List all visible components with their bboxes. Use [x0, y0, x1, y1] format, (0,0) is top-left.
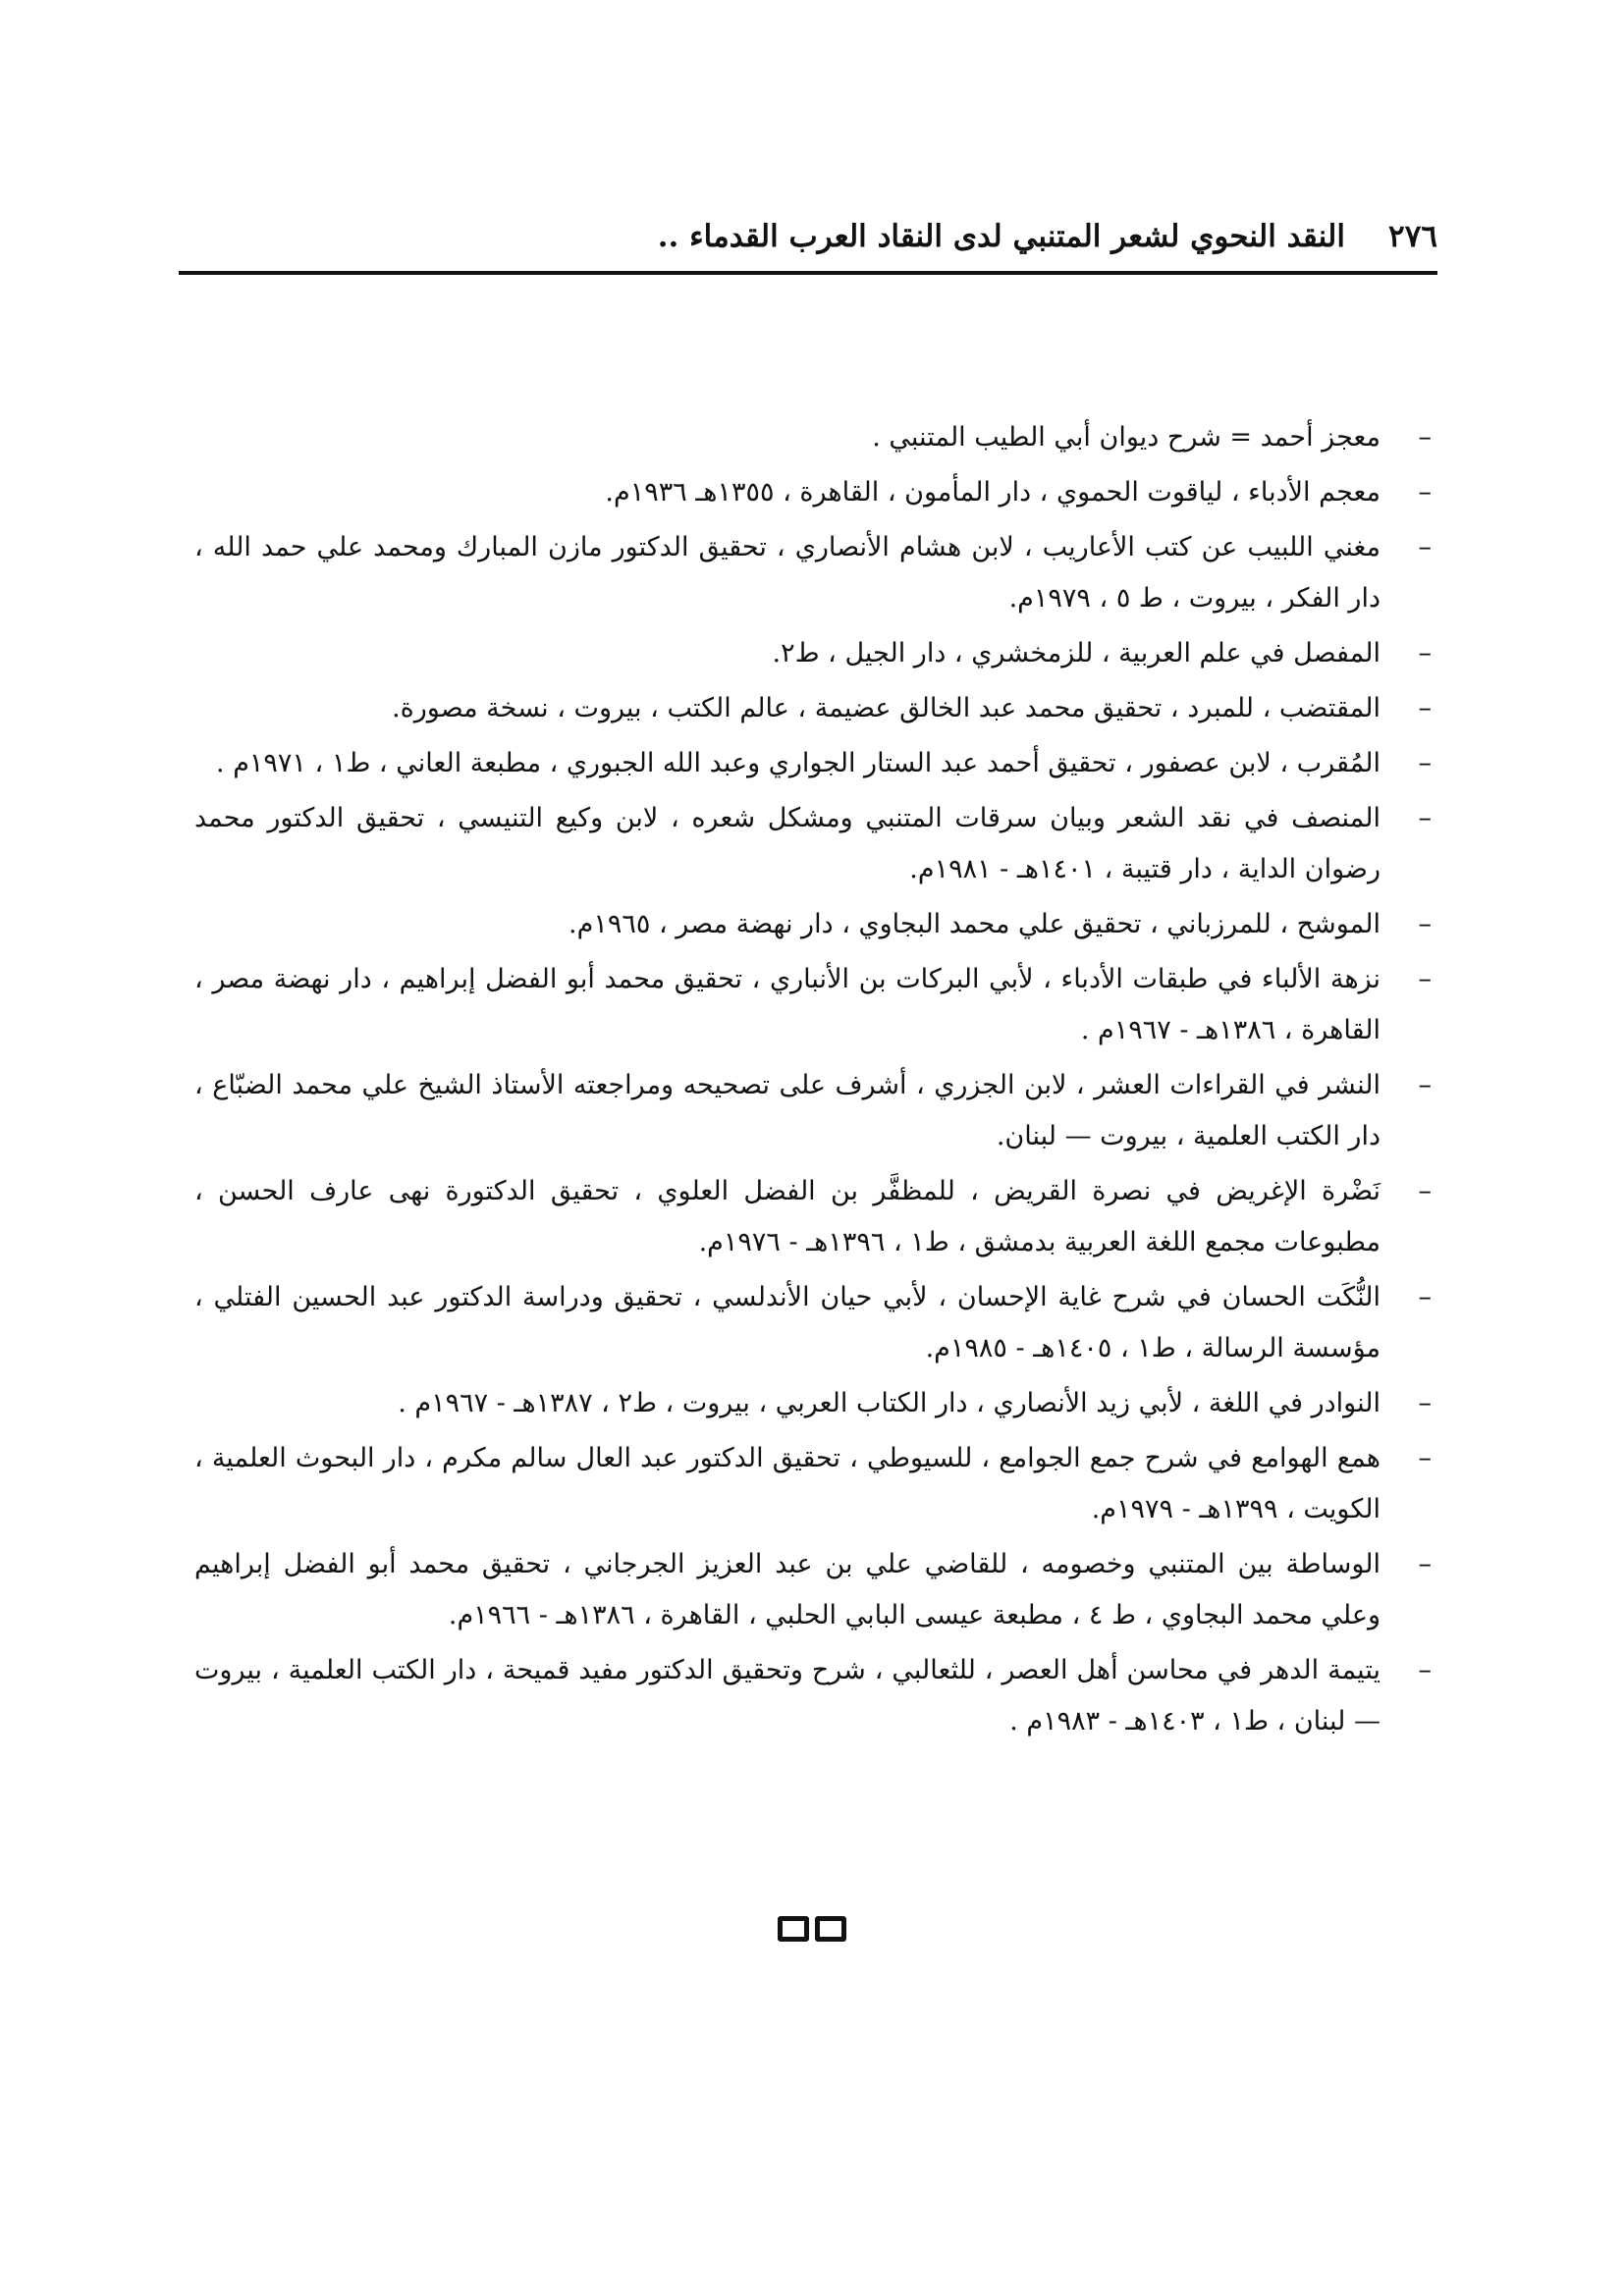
header-rule [179, 271, 1437, 275]
bibliography-entry: – مغني اللبيب عن كتب الأعاريب ، لابن هشام الأنصاري ، تحقيق الدكتور مازن المبارك ومحمد علي حمد الله ، دار الفكر ، بيروت ، ط ٥ ، ١٩٧٩م. [194, 522, 1439, 624]
bibliography-entry: – الوساطة بين المتنبي وخصومه ، للقاضي علي بن عبد العزيز الجرجاني ، تحقيق محمد أبو الفضل إبراهيم وعلي محمد البجاوي ، ط ٤ ، مطبعة عيسى البابي الحلبي ، القاهرة ، ١٣٨٦هـ - ١٩٦٦م. [194, 1539, 1439, 1641]
bibliography-entry: – همع الهوامع في شرح جمع الجوامع ، للسيوطي ، تحقيق الدكتور عبد العال سالم مكرم ، دار البحوث العلمية ، الكويت ، ١٣٩٩هـ - ١٩٧٩م. [194, 1433, 1439, 1535]
bibliography-entry: – معجم الأدباء ، لياقوت الحموي ، دار المأمون ، القاهرة ، ١٣٥٥هـ ١٩٣٦م. [194, 467, 1439, 518]
bibliography-entry: – نَضْرة الإغريض في نصرة القريض ، للمظفَّر بن الفضل العلوي ، تحقيق الدكتورة نهى عارف الحسن ، مطبوعات مجمع اللغة العربية بدمشق ، ط١ ، ١٣٩٦هـ - ١٩٧٦م. [194, 1166, 1439, 1268]
bibliography-entry: – المُقرب ، لابن عصفور ، تحقيق أحمد عبد الستار الجواري وعبد الله الجبوري ، مطبعة العاني ، ط١ ، ١٩٧١م . [194, 738, 1439, 789]
bibliography-entry: – نزهة الألباء في طبقات الأدباء ، لأبي البركات بن الأنباري ، تحقيق محمد أبو الفضل إبراهيم ، دار نهضة مصر ، القاهرة ، ١٣٨٦هـ - ١٩٦٧م . [194, 954, 1439, 1056]
bibliography-entry: – النوادر في اللغة ، لأبي زيد الأنصاري ، دار الكتاب العربي ، بيروت ، ط٢ ، ١٣٨٧هـ - ١٩٦٧م . [194, 1378, 1439, 1429]
ornament-square-icon [778, 1916, 809, 1942]
bibliography-entry: – المنصف في نقد الشعر وبيان سرقات المتنبي ومشكل شعره ، لابن وكيع التنيسي ، تحقيق الدكتور محمد رضوان الداية ، دار قتيبة ، ١٤٠١هـ - ١٩٨١م. [194, 793, 1439, 895]
page-number: ٢٧٦ [1388, 219, 1437, 254]
bibliography-entry: – النُّكَت الحسان في شرح غاية الإحسان ، لأبي حيان الأندلسي ، تحقيق ودراسة الدكتور عبد الحسين الفتلي ، مؤسسة الرسالة ، ط١ ، ١٤٠٥هـ - ١٩٨٥م. [194, 1272, 1439, 1374]
end-of-section-ornament [774, 1916, 852, 1948]
bibliography-entry: – معجز أحمد = شرح ديوان أبي الطيب المتنبي . [194, 412, 1439, 463]
bibliography-list [194, 412, 1439, 1751]
running-title: النقد النحوي لشعر المتنبي لدى النقاد العرب القدماء .. [657, 219, 1345, 254]
page-header [179, 214, 1437, 275]
bibliography-entry: – الموشح ، للمرزباني ، تحقيق علي محمد البجاوي ، دار نهضة مصر ، ١٩٦٥م. [194, 899, 1439, 950]
bibliography-entry: – المقتضب ، للمبرد ، تحقيق محمد عبد الخالق عضيمة ، عالم الكتب ، بيروت ، نسخة مصورة. [194, 683, 1439, 734]
bibliography-entry: – يتيمة الدهر في محاسن أهل العصر ، للثعالبي ، شرح وتحقيق الدكتور مفيد قميحة ، دار الكتب العلمية ، بيروت — لبنان ، ط١ ، ١٤٠٣هـ - ١٩٨٣م . [194, 1645, 1439, 1747]
bibliography-entry: – النشر في القراءات العشر ، لابن الجزري ، أشرف على تصحيحه ومراجعته الأستاذ الشيخ علي محمد الضبّاع ، دار الكتب العلمية ، بيروت — لبنان. [194, 1060, 1439, 1162]
bibliography-entry: – المفصل في علم العربية ، للزمخشري ، دار الجيل ، ط٢. [194, 628, 1439, 679]
ornament-square-icon [815, 1916, 846, 1942]
